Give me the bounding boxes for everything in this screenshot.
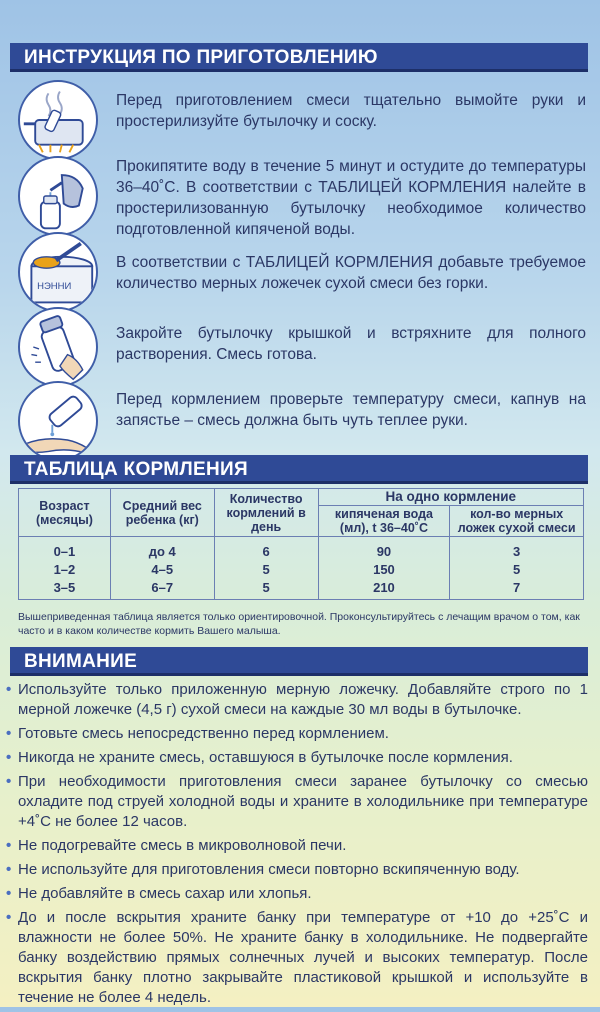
- bullet-icon: •: [6, 749, 12, 766]
- kettle-bottle-icon: [18, 156, 98, 236]
- scoop-can-icon: [18, 232, 98, 312]
- table-row: [19, 579, 584, 600]
- step-2-text: Прокипятите воду в течение 5 минут и остудите до температуры 36–40˚С. В соответствии с ТАБЛИЦЕЙ КОРМЛЕНИЯ налейте в простерилизованную бутылочку необходимое количество подготовленной кипяченой воды.: [116, 158, 586, 238]
- feeding-table: [18, 488, 584, 600]
- cell-water: 90: [318, 537, 450, 562]
- bullet-icon: •: [6, 885, 12, 902]
- shaking-bottle-icon: [18, 307, 98, 387]
- table-note: Вышеприведенная таблица является только ориентировочной. Проконсультируйтесь с лечащим врачом о том, как часто и в каком количестве кормить Вашего малыша.: [18, 611, 580, 637]
- cell-age: 1–2: [19, 561, 111, 579]
- bullet-icon: •: [6, 909, 12, 926]
- attention-title: ВНИМАНИЕ: [10, 647, 588, 676]
- cell-scoops: 7: [450, 579, 584, 600]
- table-row: [19, 537, 584, 562]
- sterilizing-pot-icon: [18, 80, 98, 160]
- cell-weight: 6–7: [110, 579, 214, 600]
- list-item: • Используйте только приложенную мерную ложечку. Добавляйте строго по 1 мерной ложечке (4,5 г) сухой смеси на каждые 30 мл воды в бутылочке.: [6, 681, 588, 718]
- header-age: Возраст (месяцы): [19, 489, 111, 537]
- list-item: • Не подогревайте смесь в микроволновой печи.: [6, 837, 347, 854]
- cell-feedings: 5: [214, 561, 318, 579]
- header-weight: Средний вес ребенка (кг): [110, 489, 214, 537]
- bullet-icon: •: [6, 861, 12, 878]
- cell-feedings: 5: [214, 579, 318, 600]
- list-item: • Не используйте для приготовления смеси повторно вскипяченную воду.: [6, 861, 520, 878]
- can-label: НЭННИ: [37, 281, 72, 293]
- header-water: кипяченая вода (мл), t 36–40˚С: [318, 506, 450, 537]
- bullet-icon: •: [6, 837, 12, 854]
- table-title: ТАБЛИЦА КОРМЛЕНИЯ: [10, 455, 588, 484]
- table-row: [19, 561, 584, 579]
- cell-age: 0–1: [19, 537, 111, 562]
- bullet-icon: •: [6, 681, 12, 698]
- cell-water: 150: [318, 561, 450, 579]
- list-item: • До и после вскрытия храните банку при температуре от +10 до +25˚С и влажности не более 50%. Не храните банку в холодильнике. Не подвергайте банку воздействию прямых солнечных лучей и высоких температур. После вскрытия банку плотно закрывайте пластиковой крышкой и используйте в течение не более 4 недель.: [6, 909, 588, 1006]
- cell-weight: до 4: [110, 537, 214, 562]
- cell-scoops: 3: [450, 537, 584, 562]
- cell-weight: 4–5: [110, 561, 214, 579]
- header-feedings: Количество кормлений в день: [214, 489, 318, 537]
- bullet-icon: •: [6, 725, 12, 742]
- cell-feedings: 6: [214, 537, 318, 562]
- step-5-text: Перед кормлением проверьте температуру смеси, капнув на запястье – смесь должна быть чуть теплее руки.: [116, 391, 586, 429]
- list-item: • При необходимости приготовления смеси заранее бутылочку со смесью охладите под струей холодной воды и храните в холодильнике при температуре +4˚С не более 12 часов.: [6, 773, 588, 830]
- wrist-test-icon: [18, 381, 98, 461]
- step-1-text: Перед приготовлением смеси тщательно вымойте руки и простерилизуйте бутылочку и соску.: [116, 92, 586, 130]
- list-item: • Никогда не храните смесь, оставшуюся в бутылочке после кормления.: [6, 749, 513, 766]
- list-item: • Готовьте смесь непосредственно перед кормлением.: [6, 725, 389, 742]
- warning-list: [6, 680, 588, 1012]
- header-scoops: кол-во мерных ложек сухой смеси: [450, 506, 584, 537]
- cell-scoops: 5: [450, 561, 584, 579]
- list-item: • Не добавляйте в смесь сахар или хлопья.: [6, 885, 312, 902]
- bullet-icon: •: [6, 773, 12, 790]
- cell-water: 210: [318, 579, 450, 600]
- preparation-title: ИНСТРУКЦИЯ ПО ПРИГОТОВЛЕНИЮ: [10, 43, 588, 72]
- header-per-feeding: На одно кормление: [318, 489, 583, 506]
- step-3-text: В соответствии с ТАБЛИЦЕЙ КОРМЛЕНИЯ добавьте требуемое количество мерных ложечек сухой смеси без горки.: [116, 254, 586, 292]
- step-4-text: Закройте бутылочку крышкой и встряхните для полного растворения. Смесь готова.: [116, 325, 586, 363]
- cell-age: 3–5: [19, 579, 111, 600]
